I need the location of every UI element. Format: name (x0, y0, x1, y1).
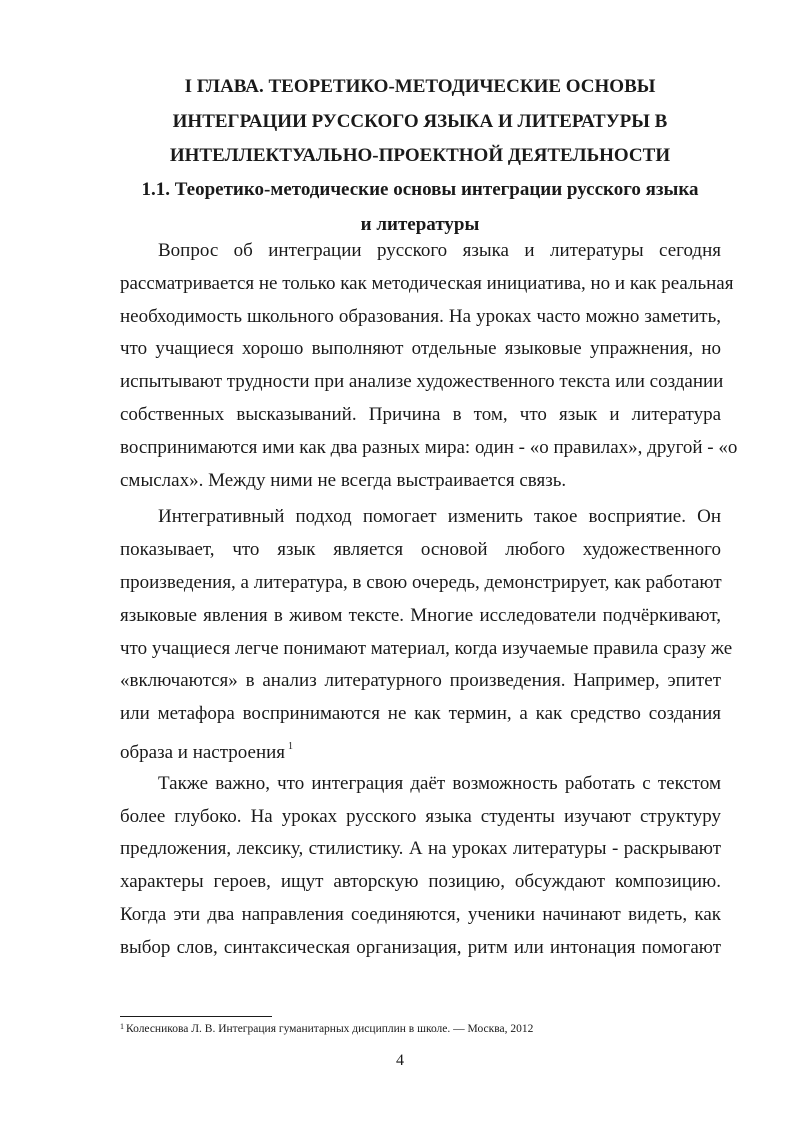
text-line: Вопрос об интеграции русского языка и литературы сегодня (158, 240, 721, 261)
page-number: 4 (396, 1052, 404, 1069)
footnote-text: Колесникова Л. В. Интеграция гуманитарных дисциплин в школе. — Москва, 2012 (126, 1023, 534, 1035)
text-line: показывает, что язык является основой любого художественного (120, 539, 721, 561)
body-text (120, 235, 738, 965)
text-line: что учащиеся легче понимают материал, когда изучаемые правила сразу же (120, 637, 733, 659)
text-line: собственных высказываний. Причина в том, что язык и литература (120, 403, 721, 425)
chapter-title-line: ИНТЕГРАЦИИ РУССКОГО ЯЗЫКА И ЛИТЕРАТУРЫ В (172, 110, 668, 132)
footnote-separator (120, 1016, 272, 1017)
section-title (120, 173, 720, 242)
paragraph (120, 501, 733, 763)
chapter-title-line: I ГЛАВА. ТЕОРЕТИКО-МЕТОДИЧЕСКИЕ ОСНОВЫ (184, 76, 656, 97)
text-line: Интегративный подход помогает изменить такое восприятие. Он (158, 506, 721, 528)
text-line: выбор слов, синтаксическая организация, ритм или интонация помогают (120, 936, 721, 958)
paragraph (120, 768, 721, 965)
text-line: более глубоко. На уроках русского языка студенты изучают структуру (120, 805, 721, 827)
text-line: испытывают трудности при анализе художественного текста или создании (120, 371, 724, 393)
text-line: необходимость школьного образования. На уроках часто можно заметить, (120, 305, 721, 327)
text-line-with-footnote (120, 731, 721, 764)
text-line: образа и настроения (120, 741, 286, 763)
footnote-reference[interactable]: 1 (288, 740, 294, 752)
text-line: произведения, а литература, в свою очередь, демонстрирует, как работают (120, 571, 722, 593)
text-line: Когда эти два направления соединяются, ученики начинают видеть, как (120, 903, 721, 925)
text-line: «включаются» в анализ литературного произведения. Например, эпитет (120, 670, 721, 692)
footnote (120, 1019, 720, 1037)
text-line: предложения, лексику, стилистику. А на уроках литературы - раскрывают (120, 838, 721, 860)
section-title-line: и литературы (360, 213, 480, 235)
footnote-mark: 1 (120, 1022, 124, 1031)
text-line: воспринимаются ими как два разных мира: один - «о правилах», другой - «о (120, 436, 738, 458)
text-line: языковые явления в живом тексте. Многие исследователи подчёркивают, (120, 604, 721, 626)
text-line: рассматривается не только как методическая инициатива, но и как реальная (120, 272, 734, 294)
text-line: характеры героев, ищут авторскую позицию, обсуждают композицию. (120, 871, 721, 893)
paragraph (120, 235, 738, 497)
text-line: или метафора воспринимаются не как термин, а как средство создания (120, 703, 721, 725)
chapter-title (120, 70, 720, 174)
text-line: что учащиеся хорошо выполняют отдельные языковые упражнения, но (120, 338, 721, 360)
chapter-title-line: ИНТЕЛЛЕКТУАЛЬНО-ПРОЕКТНОЙ ДЕЯТЕЛЬНОСТИ (169, 145, 671, 166)
text-line: смыслах». Между ними не всегда выстраивается связь. (120, 469, 567, 491)
text-line: Также важно, что интеграция даёт возможность работать с текстом (158, 772, 721, 794)
section-title-line: 1.1. Теоретико-методические основы интеграции русского языка (141, 179, 699, 200)
